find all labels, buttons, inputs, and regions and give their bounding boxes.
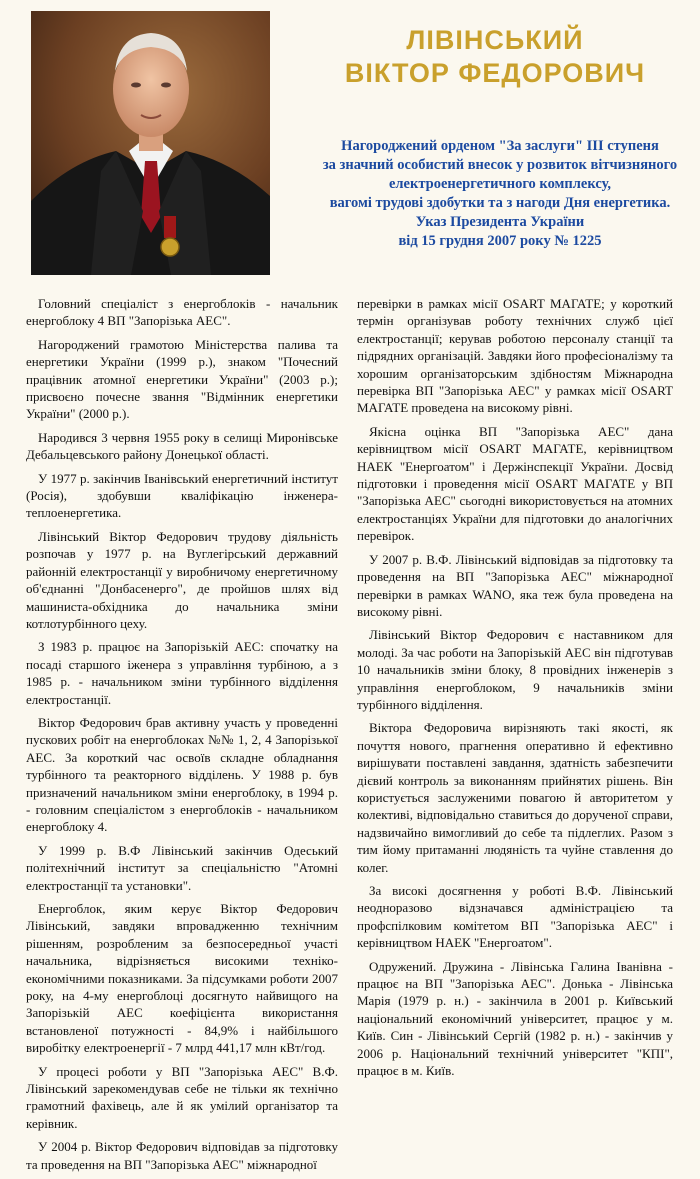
- portrait-photo: [31, 11, 270, 275]
- paragraph: За високі досягнення у роботі В.Ф. Лівінський неодноразово відзначався адміністрацією та профспілковим комітетом ВП "Запорізька АЕС" і керівництвом НАЕК "Енергоатом".: [357, 883, 673, 951]
- paragraph: Віктор Федорович брав активну участь у проведенні пускових робіт на енергоблоках №№ 1, 2, 4 Запорізької АЕС. За короткий час освоїв складне обладнання турбінного та реакторного відділень. У 1988 р. був призначений начальником зміни енергоблоку, в 1994 р. - головним спеціалістом з енергоблоків - начальником енергоблоку 4.: [26, 714, 338, 835]
- paragraph: З 1983 р. працює на Запорізькій АЕС: спочатку на посаді старшого іженера з управління турбіною, а з 1985 р. - начальником зміни турбінного відділення електростанції.: [26, 639, 338, 707]
- paragraph: У 1977 р. закінчив Іванівський енергетичний інститут (Росія), здобувши кваліфікацію інженера-теплоенергетика.: [26, 470, 338, 521]
- award-line: вагомі трудові здобутки та з нагоди Дня енергетика.: [329, 195, 671, 211]
- award-line: від 15 грудня 2007 року № 1225: [398, 233, 602, 249]
- paragraph: Одружений. Дружина - Лівінська Галина Іванівна - працює на ВП "Запорізька АЕС". Донька - Лівінська Марія (1979 р. н.) - закінчила в 2001 р. Київський національний економічний університет, працює у м. Київ. Син - Лівінський Сергій (1982 р. н.) - закінчив у 2006 р. Національний технічний університет "КПІ", працює в м. Київ.: [357, 958, 673, 1079]
- paragraph: Віктора Федоровича вирізняють такі якості, як почуття нового, прагнення оперативно й ефективно вирішувати поставлені завдання, здатність забезпечити дієвий контроль за виконанням прийнятих рішень. Він користується заслуженими повагою й авторитетом у колективі, відповідально ставиться до дорученої справи, надзвичайно вимогливий до себе та підлеглих. Разом з тим йому притаманні людяність та чуйне ставлення до колег.: [357, 720, 673, 875]
- paragraph: Лівінський Віктор Федорович є наставником для молоді. За час роботи на Запорізькій АЕС він підготував 10 начальників зміни блоку, 8 провідних інженерів з управління енергоблоком, 9 начальників зміни турбінного відділення.: [357, 627, 673, 712]
- paragraph-continued: перевірки в рамках місії OSART МАГАТЕ; у короткий термін організував роботу технічних служб цієї електростанції; керував роботою персоналу станції та підрядних організацій. Завдяки його професіоналізму та хорошим організаторським здібностям Міжнародна перевірка ВП "Запорізька АЕС" у рамках місії OSART МАГАТЕ проведена на високому рівні.: [357, 296, 673, 416]
- paragraph: Народився 3 червня 1955 року в селищі Миронівське Дебальцевського району Донецької області.: [26, 429, 338, 463]
- award-line: Нагороджений орденом "За заслуги" III ступеня: [341, 138, 659, 154]
- paragraph: Якісна оцінка ВП "Запорізька АЕС" дана керівництвом місії OSART МАГАТЕ, керівництвом НАЕК "Енергоатом" і Держінспекції України. Досвід підготовки і проведення місії OSART МАГАТЕ у ВП "Запорізька АЕС" сьогодні використовується на атомних електростанціях України для підготовки до аналогічних перевірок.: [357, 423, 673, 544]
- award-line: електроенергетичного комплексу,: [388, 176, 612, 192]
- paragraph: У 1999 р. В.Ф Лівінський закінчив Одеський політехнічний інститут за спеціальністю "Атомні електростанції та установки".: [26, 842, 338, 893]
- award-line: за значний особистий внесок у розвиток вітчизняного: [322, 157, 678, 173]
- paragraph: У 2007 р. В.Ф. Лівінський відповідав за підготовку та проведення на ВП "Запорізька АЕС" міжнародної перевірки в рамках WANO, яка теж була проведена на високому рівні.: [357, 551, 673, 619]
- surname: ЛІВІНСЬКИЙ: [406, 25, 584, 55]
- biography-right-column: [357, 295, 673, 1085]
- portrait-illustration: [31, 11, 270, 275]
- biography-left-column: [26, 295, 338, 1179]
- paragraph: Нагороджений грамотою Міністерства палива та енергетики України (1999 р.), знаком "Почесний працівник атомної енергетики України" (2003 р.); присвоєно почесне звання "Відмінник енергетики України" (2000 р.).: [26, 336, 338, 422]
- given-names: ВІКТОР ФЕДОРОВИЧ: [344, 58, 646, 88]
- award-line: Указ Президента України: [415, 214, 585, 230]
- person-name-heading: [290, 24, 700, 90]
- award-block: [300, 137, 700, 251]
- paragraph: Енергоблок, яким керує Віктор Федорович Лівінський, завдяки впровадженню технічним рішенням, розробленим за безпосередньої участі начальника, відрізняється високими техніко-економічними показниками. За підсумками роботи 2007 року, на 4-му енергоблоці досягнуто найвищого на Запорізькій АЕС коефіцієнта використання встановленої потужності - 84,9% і найбільшого виробітку електроенергії - 7 млрд 441,17 млн кВт/год.: [26, 901, 338, 1056]
- paragraph: Лівінський Віктор Федорович трудову діяльність розпочав у 1977 р. на Вуглегірський державний районній електростанції у виробничому енергетичному об'єднанні "Донбасенерго", де пройшов шлях від машиниста-обхідника до начальника зміни котлотурбінного цеху.: [26, 528, 338, 631]
- paragraph: У процесі роботи у ВП "Запорізька АЕС" В.Ф. Лівінський зарекомендував себе не тільки як технічно грамотний фахівець, але й як умілий організатор та керівник.: [26, 1063, 338, 1131]
- paragraph: Головний спеціаліст з енергоблоків - начальник енергоблоку 4 ВП "Запорізька АЕС".: [26, 296, 338, 329]
- paragraph: У 2004 р. Віктор Федорович відповідав за підготовку та проведення на ВП "Запорізька АЕС" міжнародної: [26, 1139, 338, 1172]
